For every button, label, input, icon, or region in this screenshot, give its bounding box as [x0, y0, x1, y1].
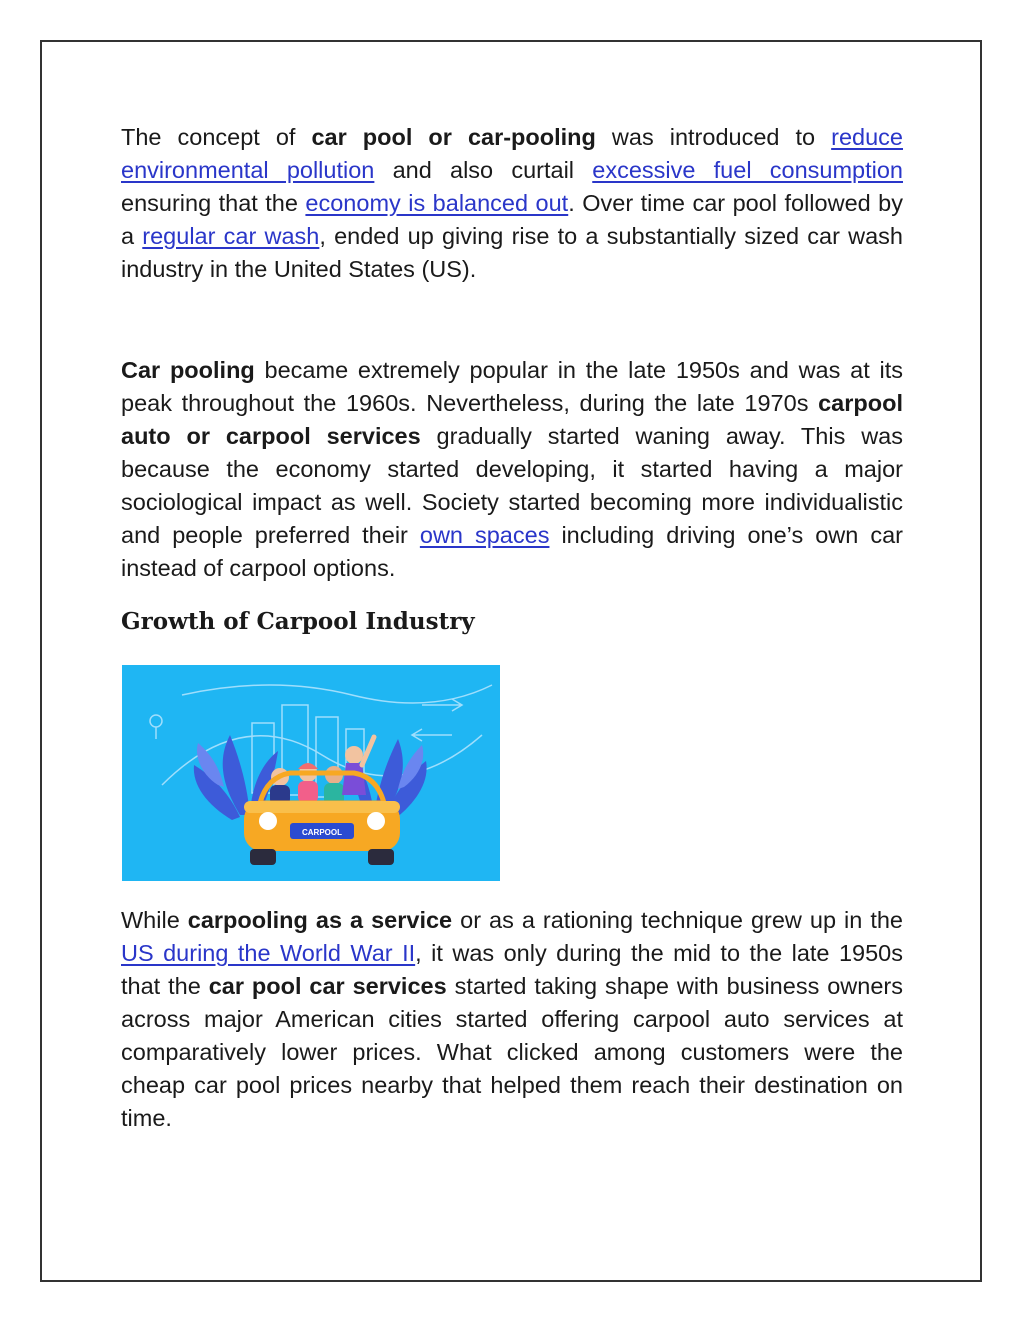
link-reduce-pollution[interactable]: reduce environmental pollution [121, 124, 903, 183]
link-world-war-ii[interactable]: US during the World War II [121, 940, 416, 966]
license-plate-text: CARPOOL [302, 828, 342, 837]
bold-term: carpooling as a service [187, 907, 453, 933]
link-economy-balanced[interactable]: economy is balanced out [305, 190, 569, 216]
text-run: became extremely popular in the late 1950s and was at its peak throughout the 1960s. Nevertheless, during the late 1970s [121, 357, 903, 416]
text-run: or as a rationing technique grew up in the [452, 907, 903, 933]
service-paragraph [121, 904, 903, 1135]
link-fuel-consumption[interactable]: excessive fuel consumption [592, 157, 903, 183]
text-run: was introduced to [595, 124, 832, 150]
text-run: , it was only during the mid to the late 1950s that the [121, 940, 903, 999]
text-run: , ended up giving rise to a substantially sized car wash industry in the United States (US). [121, 223, 903, 282]
link-own-spaces[interactable]: own spaces [419, 522, 550, 548]
carpool-illustration [122, 665, 500, 881]
link-regular-car-wash[interactable]: regular car wash [142, 223, 320, 249]
text-run: including driving one’s own car instead of carpool options. [121, 522, 903, 581]
intro-paragraph [121, 121, 903, 286]
text-run: . Over time car pool followed by a [121, 190, 903, 249]
text-run: The concept of [121, 124, 312, 150]
text-run: ensuring that the [121, 190, 306, 216]
bold-term: car pool car services [208, 973, 447, 999]
carpool-illustration-svg [122, 665, 500, 881]
text-run: and also curtail [374, 157, 593, 183]
text-run: While [121, 907, 188, 933]
bold-term: Car pooling [121, 357, 255, 383]
bold-term: car pool or car-pooling [311, 124, 596, 150]
text-run: started taking shape with business owners across major American cities started offering carpool auto services at comparatively lower prices. What clicked among customers were the cheap car pool prices nearby that helped them reach their destination on time. [121, 973, 903, 1131]
section-heading: Growth of Carpool Industry [121, 608, 475, 635]
text-run: gradually started waning away. This was because the economy started developing, it started having a major sociological impact as well. Society started becoming more individualistic and people preferred their [121, 423, 903, 548]
bold-term: carpool auto or carpool services [121, 390, 903, 449]
history-paragraph [121, 354, 903, 585]
